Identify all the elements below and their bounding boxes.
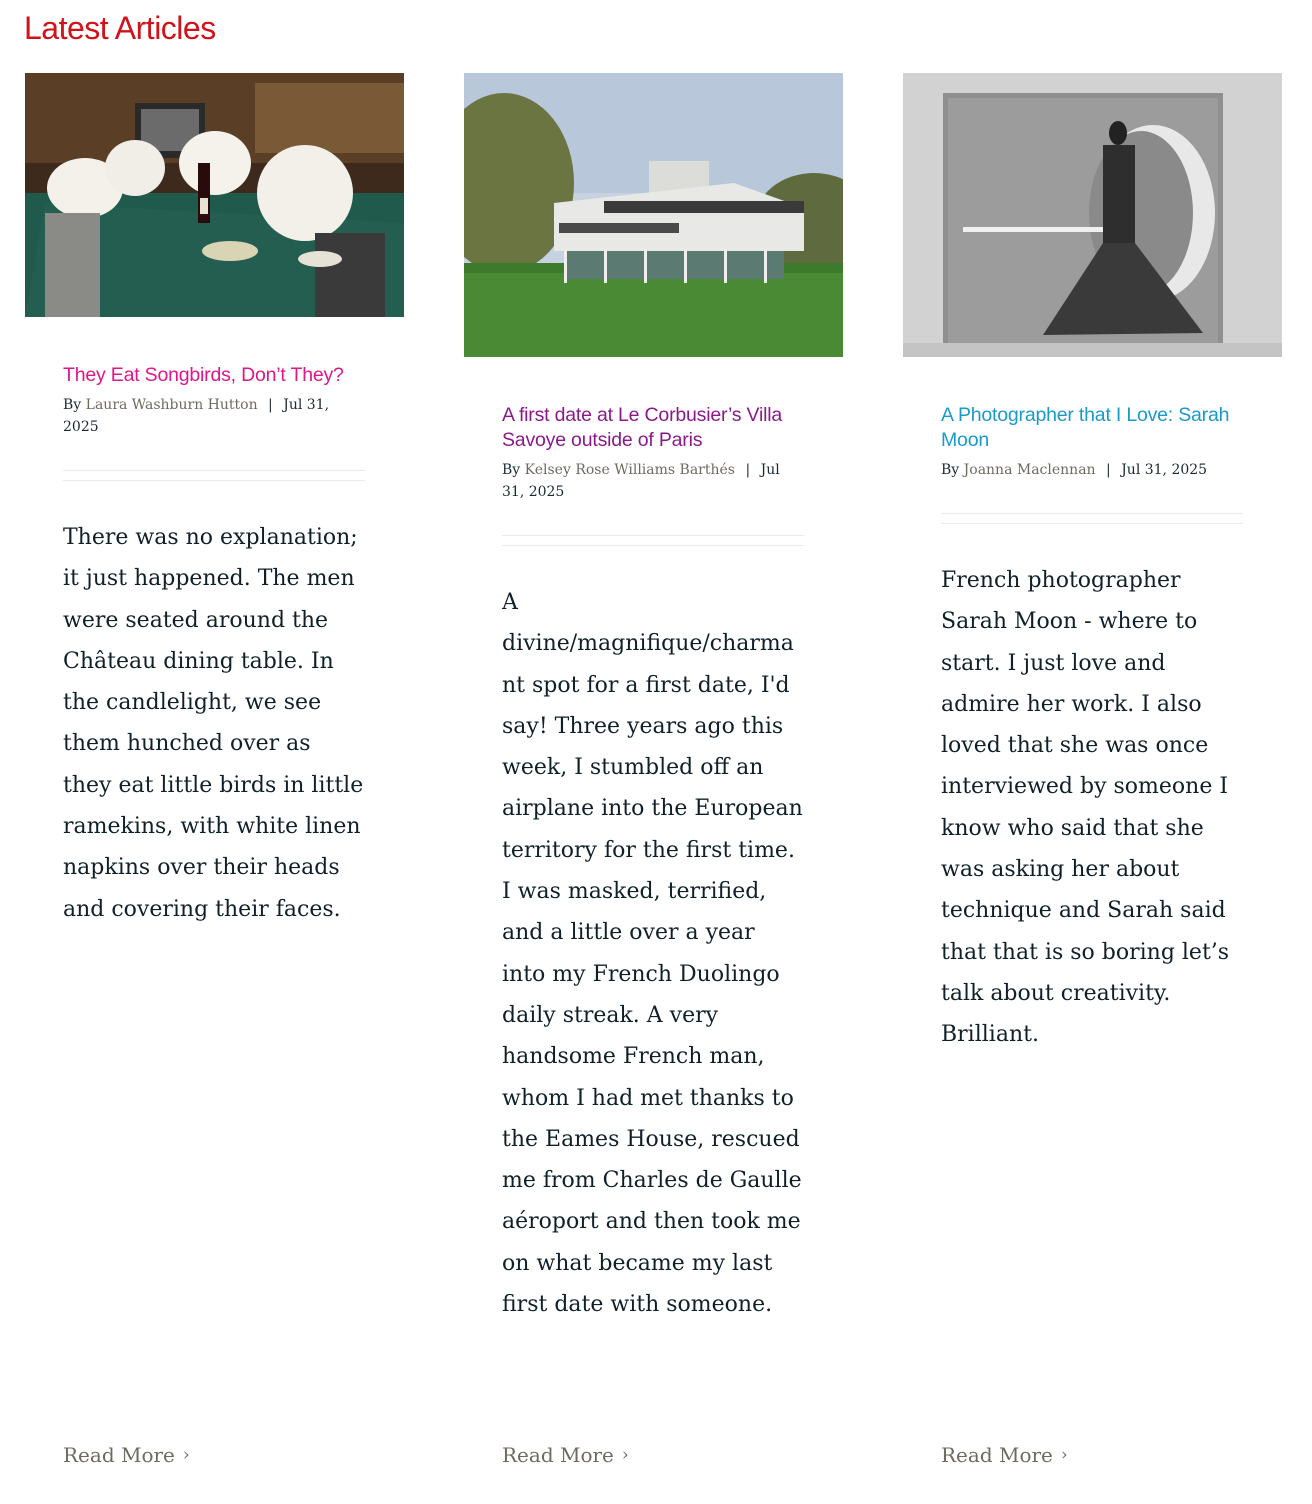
article-thumbnail[interactable]: [25, 73, 404, 317]
read-more-label: Read More: [63, 1443, 175, 1467]
article-excerpt: French photographer Sarah Moon - where to start. I just love and admire her work. I also loved that she was once interviewed by someone I know who said that she was asking her about technique and Sarah said that that is so boring let’s talk about creativity. Brilliant.: [941, 568, 1230, 1048]
read-more-link[interactable]: [941, 1443, 1068, 1467]
divider: [941, 523, 1243, 524]
divider: [63, 470, 365, 471]
dinner-photo-image: [25, 73, 404, 317]
byline-prefix: By: [941, 462, 960, 478]
sarah-moon-photo-image: [903, 73, 1282, 357]
article-card: [464, 73, 843, 1504]
article-excerpt: There was no explanation; it just happened. The men were seated around the Château dining table. In the candlelight, we see them hunched over as they eat little birds in little ramekins, with white linen napkins over their heads and covering their faces.: [63, 525, 364, 922]
article-excerpt: A divine/magnifique/charmant spot for a first date, I'd say! Three years ago this week, I stumbled off an airplane into the European territory for the first time. I was masked, terrified, and a little over a year into my French Duolingo daily streak. A very handsome French man, whom I had met thanks to the Eames House, rescued me from Charles de Gaulle aéroport and then took me on what became my last first date with someone.: [502, 590, 803, 1318]
author-link[interactable]: Joanna Maclennan: [963, 462, 1096, 478]
article-meta: [941, 459, 1243, 481]
article-card: [903, 73, 1282, 1504]
byline-prefix: By: [63, 397, 82, 413]
section-title: Latest Articles: [24, 10, 216, 46]
article-meta: [502, 459, 804, 503]
meta-separator: |: [745, 462, 751, 478]
article-thumbnail[interactable]: [903, 73, 1282, 357]
article-body: [941, 403, 1243, 1078]
meta-separator: |: [268, 397, 273, 413]
author-link[interactable]: Laura Washburn Hutton: [85, 397, 258, 413]
article-card: [25, 73, 404, 1504]
read-more-label: Read More: [502, 1443, 614, 1467]
article-date: Jul 31, 2025: [63, 397, 330, 435]
read-more-link[interactable]: [63, 1443, 190, 1467]
read-more-link[interactable]: [502, 1443, 629, 1467]
article-title[interactable]: They Eat Songbirds, Don’t They?: [63, 364, 344, 386]
byline-prefix: By: [502, 462, 521, 478]
divider: [502, 535, 804, 536]
article-meta: [63, 394, 365, 438]
article-body: [63, 363, 365, 952]
article-thumbnail[interactable]: [464, 73, 843, 357]
meta-separator: |: [1106, 462, 1111, 478]
chevron-right-icon: ›: [182, 1445, 190, 1465]
article-title[interactable]: A first date at Le Corbusier’s Villa Savoye outside of Paris: [502, 404, 783, 451]
article-title[interactable]: A Photographer that I Love: Sarah Moon: [941, 404, 1230, 451]
divider: [941, 513, 1243, 514]
article-date: Jul 31, 2025: [502, 462, 780, 500]
divider: [63, 480, 365, 481]
villa-savoye-image: [464, 73, 843, 357]
read-more-label: Read More: [941, 1443, 1053, 1467]
chevron-right-icon: ›: [1060, 1445, 1068, 1465]
author-link[interactable]: Kelsey Rose Williams Barthés: [524, 462, 735, 478]
article-body: [502, 403, 804, 1347]
article-date: Jul 31, 2025: [1121, 462, 1208, 478]
divider: [502, 545, 804, 546]
chevron-right-icon: ›: [621, 1445, 629, 1465]
